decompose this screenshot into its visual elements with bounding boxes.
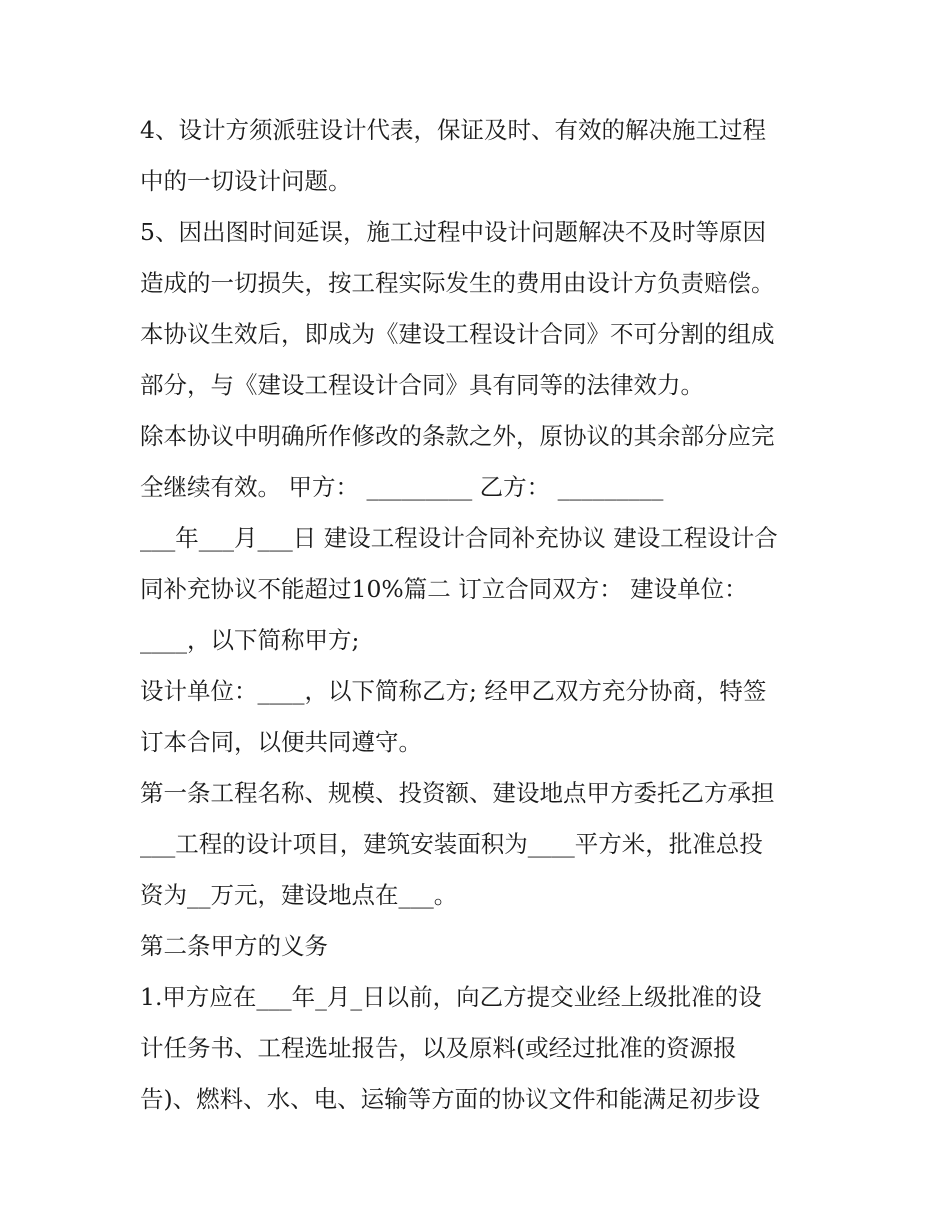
- text-line: 告)、燃料、水、电、运输等方面的协议文件和能满足初步设: [140, 1085, 761, 1113]
- text-line: 第二条甲方的义务: [140, 932, 328, 960]
- document-body: [140, 105, 830, 1125]
- text-line: 部分，与《建设工程设计合同》具有同等的法律效力。: [140, 371, 704, 399]
- text-line: ___年___月___日 建设工程设计合同补充协议 建设工程设计合: [140, 524, 778, 552]
- text-line: ____，以下简称甲方;: [140, 626, 360, 654]
- text-line: 全继续有效。 甲方： _________ 乙方： _________: [140, 473, 664, 501]
- text-line: 1.甲方应在___年_月_日以前，向乙方提交业经上级批准的设: [140, 983, 762, 1011]
- text-line: 订本合同，以便共同遵守。: [140, 728, 422, 756]
- text-line: 资为__万元，建设地点在___。: [140, 881, 458, 909]
- text-line: 中的一切设计问题。: [140, 167, 352, 195]
- text-line: 造成的一切损失，按工程实际发生的费用由设计方负责赔偿。: [140, 269, 775, 297]
- text-line: ___工程的设计项目，建筑安装面积为____平方米，批准总投: [140, 830, 763, 858]
- text-line: 设计单位：____，以下简称乙方; 经甲乙双方充分协商，特签: [140, 677, 767, 705]
- text-line: 5、因出图时间延误，施工过程中设计问题解决不及时等原因: [140, 218, 766, 246]
- text-line: 第一条工程名称、规模、投资额、建设地点甲方委托乙方承担: [140, 779, 775, 807]
- text-line: 4、设计方须派驻设计代表，保证及时、有效的解决施工过程: [140, 116, 766, 144]
- text-line: 计任务书、工程选址报告，以及原料(或经过批准的资源报: [140, 1034, 737, 1062]
- text-line: 除本协议中明确所作修改的条款之外，原协议的其余部分应完: [140, 422, 775, 450]
- text-line: 本协议生效后，即成为《建设工程设计合同》不可分割的组成: [140, 320, 775, 348]
- text-line: 同补充协议不能超过10%篇二 订立合同双方： 建设单位：: [140, 575, 748, 603]
